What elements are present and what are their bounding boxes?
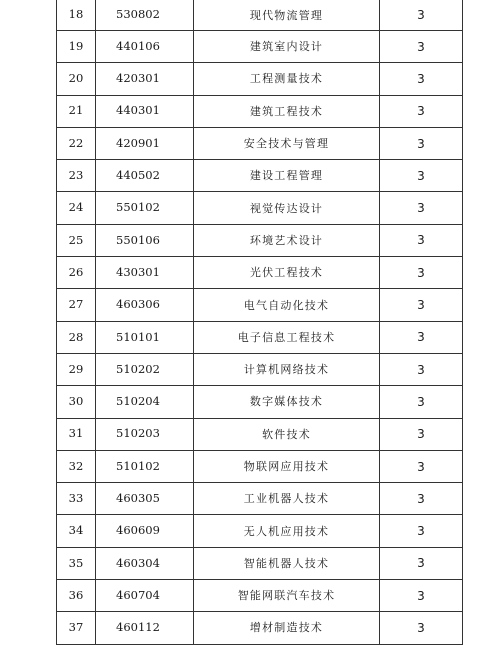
major-code-cell: 420901	[96, 127, 194, 159]
table-row	[57, 612, 463, 644]
major-code-cell: 510203	[96, 418, 194, 450]
study-years-cell: 3	[380, 547, 463, 579]
row-number-cell: 24	[57, 192, 96, 224]
major-table	[56, 0, 463, 645]
table-row	[57, 257, 463, 289]
study-years-cell: 3	[380, 289, 463, 321]
row-number-cell: 19	[57, 31, 96, 63]
major-code-cell: 530802	[96, 0, 194, 31]
table-row	[57, 289, 463, 321]
major-name-cell: 视觉传达设计	[194, 192, 380, 224]
table-row	[57, 353, 463, 385]
study-years-cell: 3	[380, 450, 463, 482]
study-years-cell: 3	[380, 0, 463, 31]
major-code-cell: 510101	[96, 321, 194, 353]
row-number-cell: 36	[57, 580, 96, 612]
study-years-cell: 3	[380, 63, 463, 95]
major-code-cell: 510204	[96, 386, 194, 418]
major-code-cell: 440502	[96, 160, 194, 192]
table-row	[57, 321, 463, 353]
row-number-cell: 34	[57, 515, 96, 547]
study-years-cell: 3	[380, 31, 463, 63]
major-code-cell: 550102	[96, 192, 194, 224]
major-name-cell: 无人机应用技术	[194, 515, 380, 547]
major-name-cell: 智能机器人技术	[194, 547, 380, 579]
major-name-cell: 工业机器人技术	[194, 483, 380, 515]
study-years-cell: 3	[380, 257, 463, 289]
table-row	[57, 127, 463, 159]
major-code-cell: 440301	[96, 95, 194, 127]
major-name-cell: 物联网应用技术	[194, 450, 380, 482]
table-row	[57, 31, 463, 63]
table-row	[57, 483, 463, 515]
study-years-cell: 3	[380, 353, 463, 385]
major-code-cell: 460306	[96, 289, 194, 321]
major-name-cell: 建筑工程技术	[194, 95, 380, 127]
table-row	[57, 418, 463, 450]
major-name-cell: 安全技术与管理	[194, 127, 380, 159]
row-number-cell: 28	[57, 321, 96, 353]
study-years-cell: 3	[380, 612, 463, 644]
major-code-cell: 550106	[96, 224, 194, 256]
major-code-cell: 460304	[96, 547, 194, 579]
major-code-cell: 510102	[96, 450, 194, 482]
major-code-cell: 510202	[96, 353, 194, 385]
major-name-cell: 电子信息工程技术	[194, 321, 380, 353]
study-years-cell: 3	[380, 127, 463, 159]
row-number-cell: 37	[57, 612, 96, 644]
row-number-cell: 32	[57, 450, 96, 482]
major-name-cell: 数字媒体技术	[194, 386, 380, 418]
major-code-cell: 420301	[96, 63, 194, 95]
major-code-cell: 460112	[96, 612, 194, 644]
table-row	[57, 95, 463, 127]
major-code-cell: 460305	[96, 483, 194, 515]
major-name-cell: 电气自动化技术	[194, 289, 380, 321]
row-number-cell: 25	[57, 224, 96, 256]
major-code-cell: 430301	[96, 257, 194, 289]
table-row	[57, 0, 463, 31]
major-table-container	[56, 0, 462, 645]
row-number-cell: 27	[57, 289, 96, 321]
major-name-cell: 环境艺术设计	[194, 224, 380, 256]
major-name-cell: 建筑室内设计	[194, 31, 380, 63]
major-code-cell: 440106	[96, 31, 194, 63]
study-years-cell: 3	[380, 224, 463, 256]
table-row	[57, 192, 463, 224]
row-number-cell: 31	[57, 418, 96, 450]
table-row	[57, 450, 463, 482]
study-years-cell: 3	[380, 386, 463, 418]
study-years-cell: 3	[380, 95, 463, 127]
study-years-cell: 3	[380, 160, 463, 192]
table-row	[57, 224, 463, 256]
major-name-cell: 计算机网络技术	[194, 353, 380, 385]
table-row	[57, 63, 463, 95]
major-name-cell: 增材制造技术	[194, 612, 380, 644]
major-name-cell: 工程测量技术	[194, 63, 380, 95]
row-number-cell: 22	[57, 127, 96, 159]
table-row	[57, 160, 463, 192]
table-row	[57, 580, 463, 612]
major-code-cell: 460704	[96, 580, 194, 612]
major-name-cell: 软件技术	[194, 418, 380, 450]
row-number-cell: 30	[57, 386, 96, 418]
study-years-cell: 3	[380, 580, 463, 612]
major-name-cell: 光伏工程技术	[194, 257, 380, 289]
major-name-cell: 现代物流管理	[194, 0, 380, 31]
row-number-cell: 20	[57, 63, 96, 95]
row-number-cell: 18	[57, 0, 96, 31]
major-table-body	[57, 0, 463, 644]
row-number-cell: 33	[57, 483, 96, 515]
row-number-cell: 21	[57, 95, 96, 127]
row-number-cell: 26	[57, 257, 96, 289]
row-number-cell: 29	[57, 353, 96, 385]
row-number-cell: 35	[57, 547, 96, 579]
study-years-cell: 3	[380, 483, 463, 515]
study-years-cell: 3	[380, 515, 463, 547]
row-number-cell: 23	[57, 160, 96, 192]
study-years-cell: 3	[380, 192, 463, 224]
table-row	[57, 515, 463, 547]
major-name-cell: 建设工程管理	[194, 160, 380, 192]
study-years-cell: 3	[380, 418, 463, 450]
study-years-cell: 3	[380, 321, 463, 353]
major-name-cell: 智能网联汽车技术	[194, 580, 380, 612]
major-code-cell: 460609	[96, 515, 194, 547]
table-row	[57, 386, 463, 418]
table-row	[57, 547, 463, 579]
